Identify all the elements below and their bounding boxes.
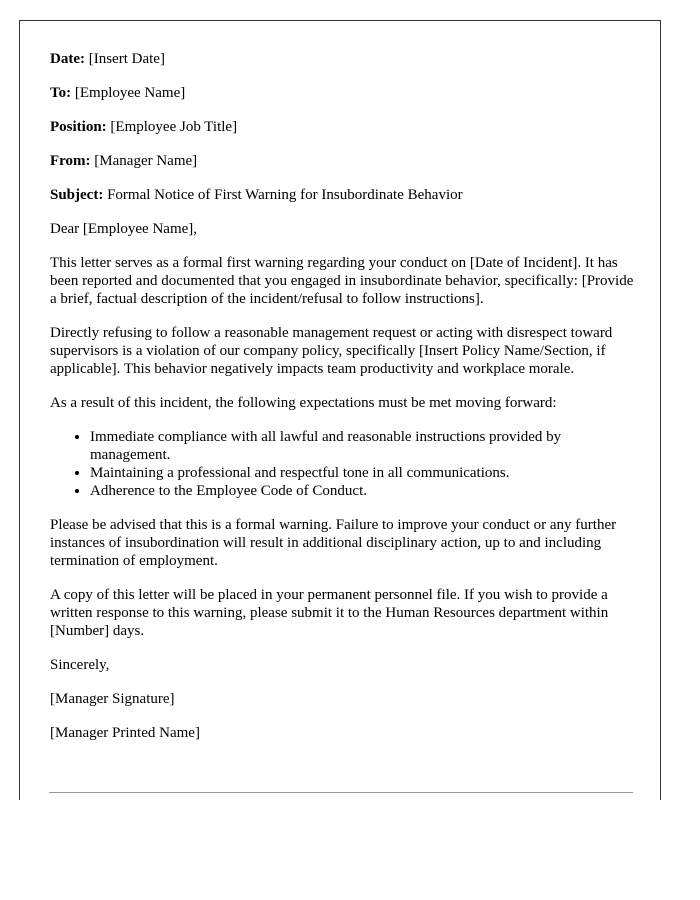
expectation-item: • Maintaining a professional and respectful tone in all communications. xyxy=(90,464,635,482)
manager-signature: [Manager Signature] xyxy=(50,691,175,707)
sign-off: Sincerely, xyxy=(50,657,110,673)
from-line xyxy=(50,152,635,170)
position-label: Position: xyxy=(50,119,107,135)
paragraph-warning: Please be advised that this is a formal warning. Failure to improve your conduct or any further instances of insubordination will result in additional disciplinary action, up to and including termination of employment. xyxy=(50,517,617,569)
expectation-item: • Adherence to the Employee Code of Conduct. xyxy=(90,482,635,500)
paragraph-expectations-intro: As a result of this incident, the following expectations must be met moving forward: xyxy=(50,395,557,411)
paragraph-incident: This letter serves as a formal first warning regarding your conduct on [Date of Incident]. It has been reported and documented that you engaged in insubordinate behavior, specifically: [Provide a brief, factual description of the incident/refusal to follow instructions]. xyxy=(50,255,634,307)
from-value: [Manager Name] xyxy=(94,153,198,169)
paragraph-personnel-file: A copy of this letter will be placed in your permanent personnel file. If you wish to provide a written response to this warning, please submit it to the Human Resources department within [Number] days. xyxy=(50,587,609,639)
paragraph-policy: Directly refusing to follow a reasonable management request or acting with disrespect toward supervisors is a violation of our company policy, specifically [Insert Policy Name/Section, if applicable]. This behavior negatively impacts team productivity and workplace morale. xyxy=(50,325,613,377)
footer-divider xyxy=(49,792,633,793)
to-label: To: xyxy=(50,85,72,101)
letter-content xyxy=(50,50,635,758)
expectations-list xyxy=(50,428,635,500)
date-label: Date: xyxy=(50,51,85,67)
position-value: [Employee Job Title] xyxy=(110,119,238,135)
date-value: [Insert Date] xyxy=(88,51,165,67)
letter-page xyxy=(19,20,661,800)
manager-printed-name: [Manager Printed Name] xyxy=(50,725,200,741)
salutation: Dear [Employee Name], xyxy=(50,221,198,237)
from-label: From: xyxy=(50,153,91,169)
date-line xyxy=(50,50,635,68)
expectation-item: • Immediate compliance with all lawful and reasonable instructions provided by management. xyxy=(90,428,635,464)
position-line xyxy=(50,118,635,136)
subject-line xyxy=(50,186,635,204)
to-value: [Employee Name] xyxy=(74,85,186,101)
to-line xyxy=(50,84,635,102)
subject-label: Subject: xyxy=(50,187,104,203)
subject-value: Formal Notice of First Warning for Insubordinate Behavior xyxy=(107,187,463,203)
